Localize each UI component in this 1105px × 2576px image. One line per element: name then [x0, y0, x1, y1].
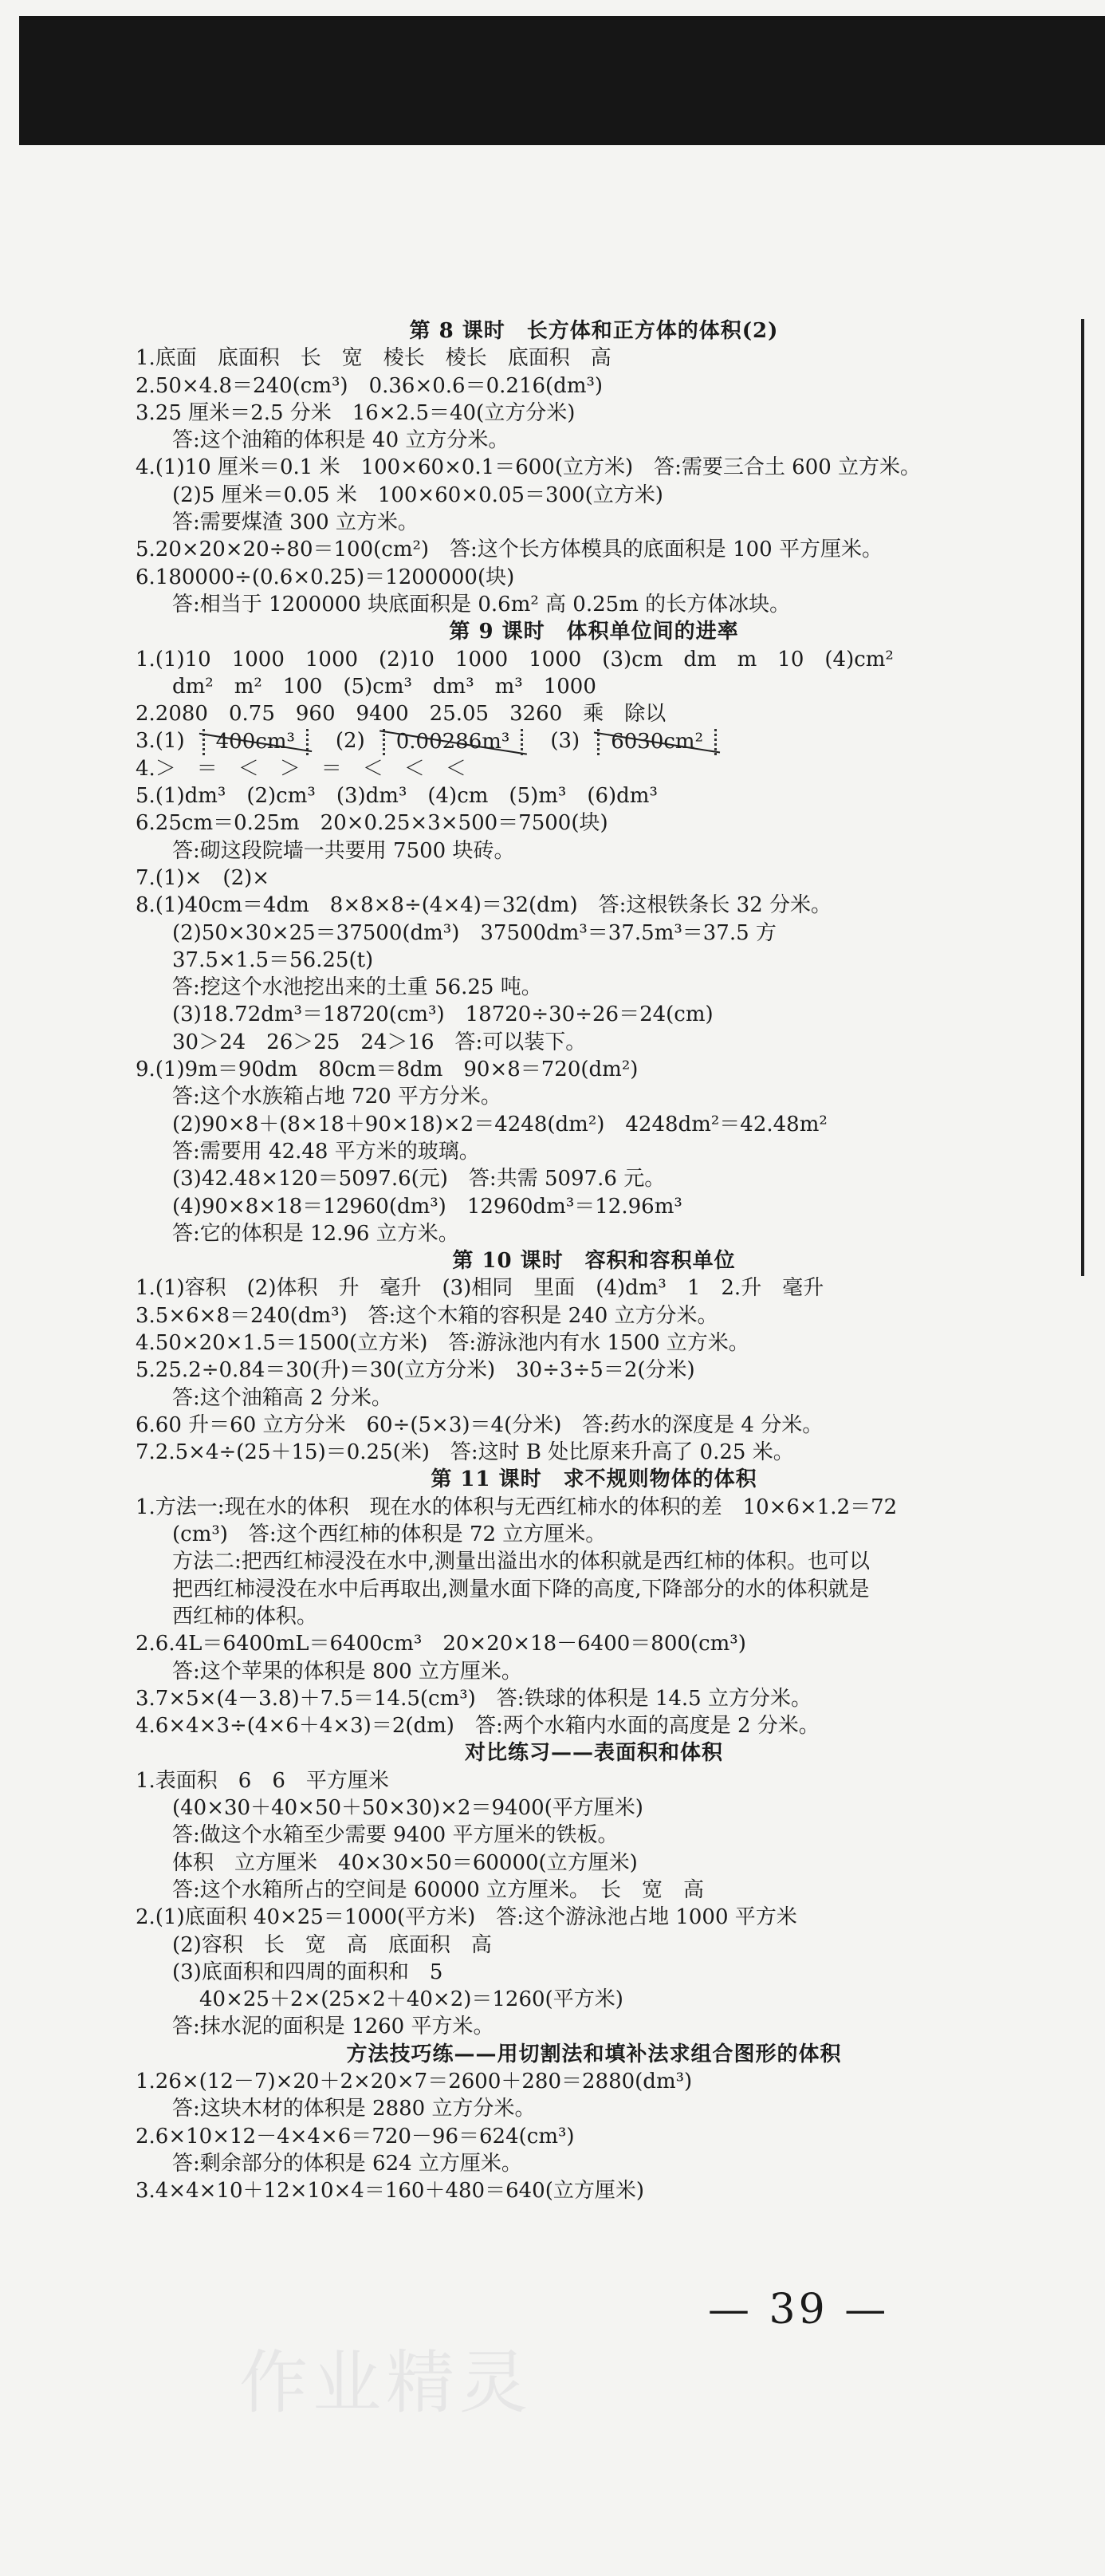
answer-line: 9.(1)9m＝90dm 80cm＝8dm 90×8＝720(dm²) [136, 1058, 639, 1082]
answer-line: 2.(1)底面积 40×25＝1000(平方米) 答:这个游泳池占地 1000 平方米 [136, 1905, 797, 1930]
answer-line: 2.6×10×12－4×4×6＝720－96＝624(cm³) [136, 2124, 575, 2149]
answer-line: 1.底面 底面积 长 宽 棱长 棱长 底面积 高 [136, 346, 611, 371]
watermark: 作业精灵 [239, 2343, 533, 2423]
answer-line: (2)50×30×25＝37500(dm³) 37500dm³＝37.5m³＝37.5 方 [172, 920, 777, 945]
answer-line: (2)90×8＋(8×18＋90×18)×2＝4248(dm²) 4248dm²＝42.48m² [172, 1112, 828, 1136]
answer-line: (cm³) 答:这个西红柿的体积是 72 立方厘米。 [172, 1522, 607, 1547]
answer-line: 体积 立方厘米 40×30×50＝60000(立方厘米) [172, 1850, 638, 1875]
answer-line: 答:剩余部分的体积是 624 立方厘米。 [172, 2151, 522, 2176]
answer-line: 把西红柿浸没在水中后再取出,测量水面下降的高度,下降部分的水的体积就是 [172, 1577, 870, 1601]
section-heading: 第 10 课时 容积和容积单位 [452, 1249, 736, 1274]
answer-line: 5.25.2÷0.84＝30(升)＝30(立方分米) 30÷3÷5＝2(分米) [136, 1358, 695, 1383]
answer-line: 1.(1)10 1000 1000 (2)10 1000 1000 (3)cm dm m 10 (4)cm² [136, 647, 894, 672]
answer-line: 答:这块木材的体积是 2880 立方分米。 [172, 2097, 536, 2121]
answer-box: 0.00286m³ [383, 727, 524, 754]
answer-line: 7.(1)× (2)× [136, 865, 270, 890]
answer-line: (3)42.48×120＝5097.6(元) 答:共需 5097.6 元。 [172, 1167, 666, 1191]
answer-line: 6.25cm＝0.25m 20×0.25×3×500＝7500(块) [136, 811, 608, 836]
answer-line: (4)90×8×18＝12960(dm³) 12960dm³＝12.96m³ [172, 1194, 682, 1219]
box-label: (3) [550, 729, 580, 754]
answer-line: 1.26×(12－7)×20＋2×20×7＝2600＋280＝2880(dm³) [136, 2070, 693, 2093]
answer-line: 1.表面积 6 6 平方厘米 [136, 1768, 389, 1793]
answer-line: 答:这个水族箱占地 720 平方分米。 [172, 1085, 501, 1109]
page-edge-rule [1081, 319, 1084, 1276]
answer-line: 答:抹水泥的面积是 1260 平方米。 [172, 2015, 494, 2039]
answer-line: 7.2.5×4÷(25＋15)＝0.25(米) 答:这时 B 处比原来升高了 0.25 米。 [136, 1440, 794, 1465]
answer-line: 4.(1)10 厘米＝0.1 米 100×60×0.1＝600(立方米) 答:需要三合土 600 立方米。 [136, 455, 922, 480]
answer-line: 西红柿的体积。 [172, 1604, 318, 1629]
answer-line: 3.25 厘米＝2.5 分米 16×2.5＝40(立方分米) [136, 400, 576, 425]
answer-line: 3.5×6×8＝240(dm³) 答:这个木箱的容积是 240 立方分米。 [136, 1303, 718, 1328]
answer-line: 3.4×4×10＋12×10×4＝160＋480＝640(立方厘米) [136, 2179, 644, 2204]
answer-line: 答:挖这个水池挖出来的土重 56.25 吨。 [172, 975, 542, 1000]
answer-line: 答:需要煤渣 300 立方米。 [172, 510, 419, 535]
section-heading: 第 8 课时 长方体和正方体的体积(2) [409, 319, 779, 343]
answer-line: 2.50×4.8＝240(cm³) 0.36×0.6＝0.216(dm³) [136, 373, 604, 398]
answer-line: (3)18.72dm³＝18720(cm³) 18720÷30÷26＝24(cm) [172, 1002, 714, 1027]
answer-line: (2)5 厘米＝0.05 米 100×60×0.05＝300(立方米) [172, 483, 663, 507]
answer-line: 答:做这个水箱至少需要 9400 平方厘米的铁板。 [172, 1823, 619, 1848]
answer-line: 5.20×20×20÷80＝100(cm²) 答:这个长方体模具的底面积是 100 平方厘米。 [136, 538, 883, 562]
answer-line: 1.方法一:现在水的体积 现在水的体积与无西红柿水的体积的差 10×6×1.2＝72 [136, 1495, 898, 1519]
answer-line: 40×25＋2×(25×2＋40×2)＝1260(平方米) [199, 1987, 623, 2012]
answer-line: 答:它的体积是 12.96 立方米。 [172, 1221, 459, 1246]
section-heading: 对比练习——表面积和体积 [464, 1741, 723, 1766]
answer-line: 方法二:把西红柿浸没在水中,测量出溢出水的体积就是西红柿的体积。也可以 [172, 1550, 871, 1574]
box-label: 3.(1) [136, 729, 185, 754]
answer-line: 答:这个油箱的体积是 40 立方分米。 [172, 428, 509, 453]
box-label: (2) [335, 729, 365, 754]
answer-line: (40×30＋40×50＋50×30)×2＝9400(平方厘米) [172, 1796, 643, 1821]
answer-line: 答:相当于 1200000 块底面积是 0.6m² 高 0.25m 的长方体冰块。 [172, 592, 791, 616]
answer-line: 30＞24 26＞25 24＞16 答:可以装下。 [172, 1030, 587, 1054]
answer-key-content [136, 317, 1052, 2204]
section-heading: 第 9 课时 体积单位间的进率 [449, 620, 739, 644]
answer-line: 3.7×5×(4－3.8)＋7.5＝14.5(cm³) 答:铁球的体积是 14.5 立方分米。 [136, 1686, 812, 1711]
answer-line: 2.2080 0.75 960 9400 25.05 3260 乘 除以 [136, 702, 667, 727]
answer-line: 答:砌这段院墙一共要用 7500 块砖。 [172, 838, 515, 863]
section-heading: 方法技巧练——用切割法和填补法求组合图形的体积 [346, 2042, 842, 2066]
unit-conversion-boxes [136, 727, 1052, 754]
page-number: — 39 — [708, 2286, 890, 2334]
answer-line: 4.＞ ＝ ＜ ＞ ＝ ＜ ＜ ＜ [136, 756, 466, 781]
answer-line: 8.(1)40cm＝4dm 8×8×8÷(4×4)＝32(dm) 答:这根铁条长 32 分米。 [136, 893, 832, 918]
answer-line: 2.6.4L＝6400mL＝6400cm³ 20×20×18－6400＝800(cm³) [136, 1632, 746, 1656]
answer-line: 4.6×4×3÷(4×6＋4×3)＝2(dm) 答:两个水箱内水面的高度是 2 分米。 [136, 1714, 820, 1739]
answer-line: 6.60 升＝60 立方分米 60÷(5×3)＝4(分米) 答:药水的深度是 4 分米。 [136, 1412, 824, 1437]
scan-dark-band [19, 16, 1105, 145]
answer-line: 6.180000÷(0.6×0.25)＝1200000(块) [136, 565, 515, 589]
answer-line: 答:需要用 42.48 平方米的玻璃。 [172, 1139, 480, 1164]
answer-line: 答:这个苹果的体积是 800 立方厘米。 [172, 1659, 522, 1684]
answer-box: 400cm³ [203, 727, 309, 754]
answer-line: 答:这个水箱所占的空间是 60000 立方厘米。 长 宽 高 [172, 1877, 704, 1902]
answer-line: (2)容积 长 宽 高 底面积 高 [172, 1932, 492, 1957]
answer-line: 答:这个油箱高 2 分米。 [172, 1385, 392, 1410]
answer-line: 37.5×1.5＝56.25(t) [172, 947, 374, 972]
answer-line: 1.(1)容积 (2)体积 升 毫升 (3)相同 里面 (4)dm³ 1 2.升 毫升 [136, 1276, 824, 1301]
answer-line: 5.(1)dm³ (2)cm³ (3)dm³ (4)cm (5)m³ (6)dm³ [136, 784, 658, 809]
answer-box: 6030cm² [597, 727, 717, 754]
answer-line: (3)底面积和四周的面积和 5 [172, 1960, 443, 1984]
answer-line: 4.50×20×1.5＝1500(立方米) 答:游泳池内有水 1500 立方米。 [136, 1330, 749, 1355]
answer-line: dm² m² 100 (5)cm³ dm³ m³ 1000 [172, 674, 596, 699]
section-heading: 第 11 课时 求不规则物体的体积 [431, 1467, 757, 1492]
